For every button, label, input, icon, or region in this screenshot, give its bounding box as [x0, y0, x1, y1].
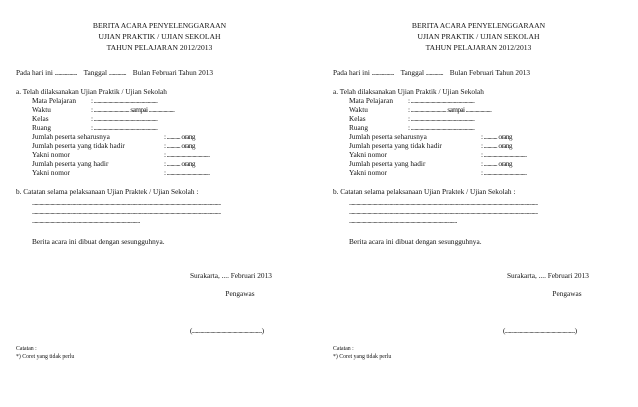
- notes-line: ..........................................................................................................................................................: [32, 198, 221, 207]
- notes-label: Catatan :: [333, 346, 354, 352]
- header-line-3: TAHUN PELAJARAN 2012/2013: [106, 43, 213, 52]
- count-value: : ...................................: [164, 168, 210, 177]
- notes-line: ........................................................................................: [349, 216, 457, 225]
- notes-line: ..........................................................................................................................................................: [32, 207, 221, 216]
- header-line-2: UJIAN PRAKTIK / UJIAN SEKOLAH: [417, 32, 540, 41]
- role-label: Pengawas: [552, 289, 582, 298]
- header-line-3: TAHUN PELAJARAN 2012/2013: [425, 43, 532, 52]
- field-value: : ............................. sampai .....................: [91, 105, 175, 114]
- field-value: : ....................................................: [91, 96, 158, 105]
- count-value: : ........... orang: [481, 141, 512, 150]
- count-value: : ........... orang: [164, 141, 195, 150]
- count-label: Jumlah peserta seharusnya: [32, 132, 110, 141]
- header-line-2: UJIAN PRAKTIK / UJIAN SEKOLAH: [98, 32, 221, 41]
- section-a-heading: a. Telah dilaksanakan Ujian Praktik / Ujian Sekolah: [16, 87, 167, 96]
- notes-line: ........................................................................................: [32, 216, 140, 225]
- closing-statement: Berita acara ini dibuat dengan sesungguhnya.: [349, 237, 482, 246]
- signature-line: (.........................................................): [503, 326, 577, 335]
- field-value: : ....................................................: [91, 123, 158, 132]
- field-label: Ruang: [349, 123, 369, 132]
- field-value: : ....................................................: [408, 123, 475, 132]
- field-label: Kelas: [349, 114, 366, 123]
- count-label: Jumlah peserta seharusnya: [349, 132, 427, 141]
- form-header: [319, 20, 638, 53]
- count-label: Yakni nomor: [349, 150, 387, 159]
- count-value: : ........... orang: [481, 132, 512, 141]
- notes-text: *) Coret yang tidak perlu: [333, 354, 392, 360]
- count-label: Jumlah peserta yang tidak hadir: [32, 141, 125, 150]
- field-label: Ruang: [32, 123, 52, 132]
- count-value: : ...................................: [481, 168, 527, 177]
- notes-line: ..........................................................................................................................................................: [349, 207, 538, 216]
- form-right: [319, 0, 638, 407]
- count-value: : ........... orang: [481, 159, 512, 168]
- count-value: : ...................................: [481, 150, 527, 159]
- count-label: Jumlah peserta yang hadir: [349, 159, 426, 168]
- closing-statement: Berita acara ini dibuat dengan sesungguhnya.: [32, 237, 165, 246]
- section-a-heading: a. Telah dilaksanakan Ujian Praktik / Ujian Sekolah: [333, 87, 484, 96]
- intro-line: Pada hari ini .................. Tanggal .............. Bulan Februari Tahun 2013: [333, 68, 531, 77]
- field-label: Waktu: [349, 105, 368, 114]
- count-label: Yakni nomor: [32, 168, 70, 177]
- notes-label: Catatan :: [16, 346, 37, 352]
- form-header: [0, 20, 319, 53]
- field-value: : ............................. sampai .....................: [408, 105, 492, 114]
- field-value: : ....................................................: [408, 114, 475, 123]
- count-label: Yakni nomor: [349, 168, 387, 177]
- field-label: Waktu: [32, 105, 51, 114]
- count-value: : ........... orang: [164, 132, 195, 141]
- count-label: Jumlah peserta yang hadir: [32, 159, 109, 168]
- place-date: Surakarta, .... Februari 2013: [190, 271, 272, 280]
- section-b-heading: b. Catatan selama pelaksanaan Ujian Praktek / Ujian Sekolah :: [333, 187, 516, 196]
- header-line-1: BERITA ACARA PENYELENGGARAAN: [92, 21, 227, 30]
- field-label: Mata Pelajaran: [349, 96, 393, 105]
- field-label: Kelas: [32, 114, 49, 123]
- field-value: : ....................................................: [91, 114, 158, 123]
- count-label: Jumlah peserta yang tidak hadir: [349, 141, 442, 150]
- count-label: Yakni nomor: [32, 150, 70, 159]
- notes-text: *) Coret yang tidak perlu: [16, 354, 75, 360]
- signature-line: (.........................................................): [190, 326, 264, 335]
- count-value: : ........... orang: [164, 159, 195, 168]
- field-label: Mata Pelajaran: [32, 96, 76, 105]
- role-label: Pengawas: [225, 289, 255, 298]
- section-b-heading: b. Catatan selama pelaksanaan Ujian Praktek / Ujian Sekolah :: [16, 187, 199, 196]
- notes-line: ..........................................................................................................................................................: [349, 198, 538, 207]
- count-value: : ...................................: [164, 150, 210, 159]
- header-line-1: BERITA ACARA PENYELENGGARAAN: [411, 21, 546, 30]
- field-value: : ....................................................: [408, 96, 475, 105]
- place-date: Surakarta, .... Februari 2013: [507, 271, 589, 280]
- intro-line: Pada hari ini .................. Tanggal .............. Bulan Februari Tahun 2013: [16, 68, 214, 77]
